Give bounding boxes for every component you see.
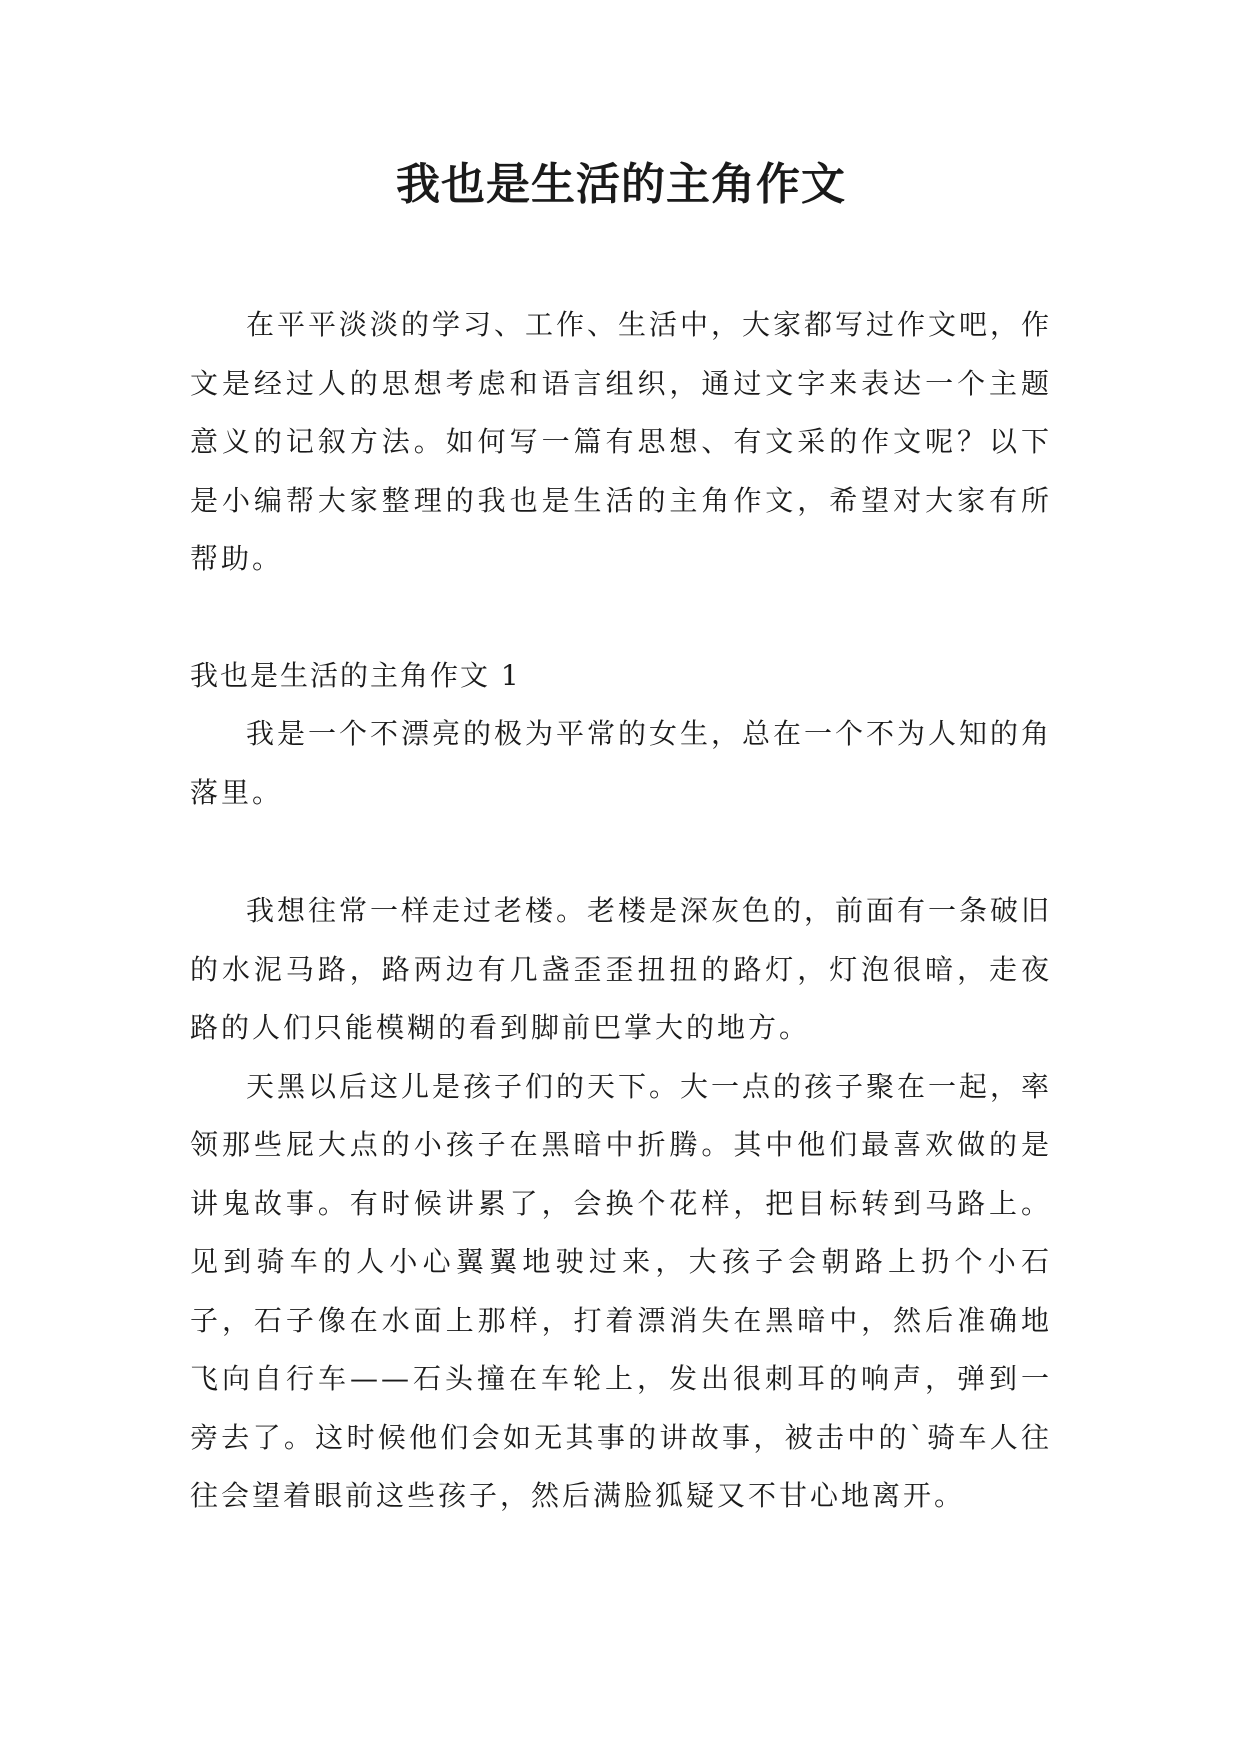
document-title: 我也是生活的主角作文: [396, 159, 846, 210]
intro-paragraph: 在平平淡淡的学习、工作、生活中，大家都写过作文吧，作文是经过人的思想考虑和语言组织，通过文字来表达一个主题意义的记叙方法。如何写一篇有思想、有文采的作文呢？以下是小编帮大家整理的我也是生活的主角作文，希望对大家有所帮助。: [190, 308, 1053, 575]
section-heading: 我也是生活的主角作文 1: [190, 658, 521, 692]
body-paragraph-3: 天黑以后这儿是孩子们的天下。大一点的孩子聚在一起，率领那些屁大点的小孩子在黑暗中折腾。其中他们最喜欢做的是讲鬼故事。有时候讲累了，会换个花样，把目标转到马路上。见到骑车的人小心翼翼地驶过来，大孩子会朝路上扔个小石子，石子像在水面上那样，打着漂消失在黑暗中，然后准确地飞向自行车——石头撞在车轮上，发出很刺耳的响声，弹到一旁去了。这时候他们会如无其事的讲故事，被击中的`骑车人往往会望着眼前这些孩子，然后满脸狐疑又不甘心地离开。: [190, 1069, 1053, 1512]
document-page: [190, 150, 1052, 1526]
body-paragraph-2: 我想往常一样走过老楼。老楼是深灰色的，前面有一条破旧的水泥马路，路两边有几盏歪歪扭扭的路灯，灯泡很暗，走夜路的人们只能模糊的看到脚前巴掌大的地方。: [190, 894, 1053, 1044]
spacer: [190, 589, 1052, 647]
spacer: [190, 822, 1052, 882]
body-paragraph-1: 我是一个不漂亮的极为平常的女生，总在一个不为人知的角落里。: [190, 717, 1053, 809]
